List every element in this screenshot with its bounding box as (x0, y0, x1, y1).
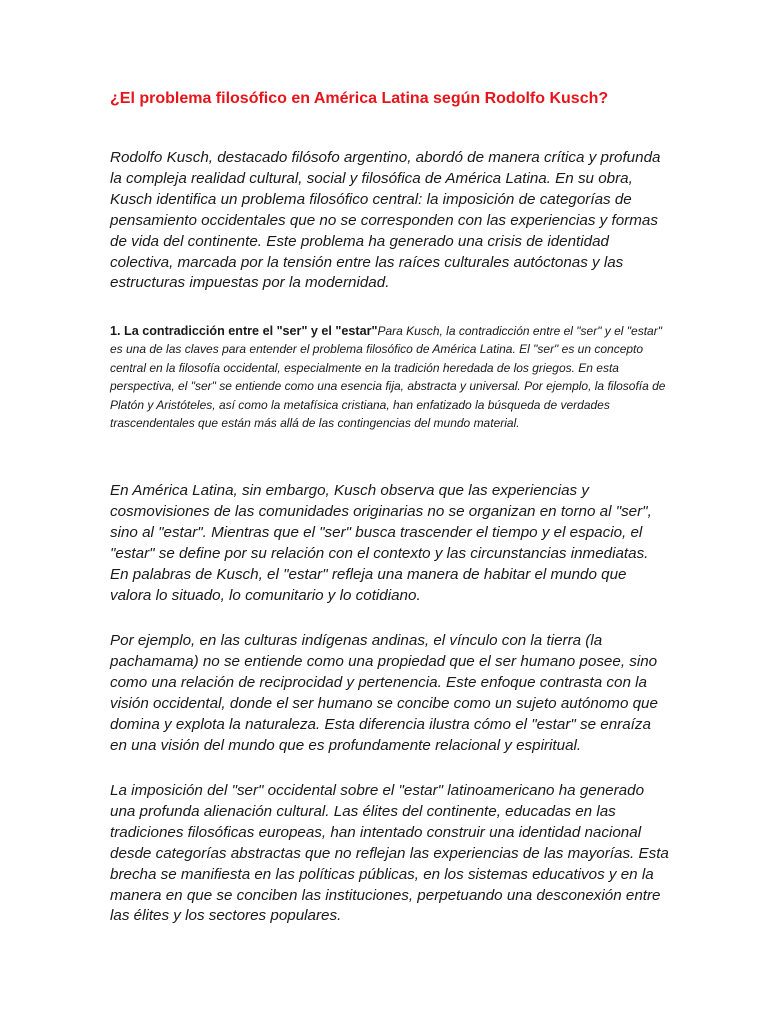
paragraph-estar: En América Latina, sin embargo, Kusch observa que las experiencias y cosmovisiones de las comunidades originarias no se organizan en torno al "ser", sino al "estar". Mientras que el "ser" busca trascender el tiempo y el espacio, el "estar" se define por su relación con el contexto y las circunstancias inmediatas. En palabras de Kusch, el "estar" refleja una manera de habitar el mundo que valora lo situado, lo comunitario y lo cotidiano. (110, 482, 652, 604)
section-1 (110, 322, 670, 432)
section-1-text: Para Kusch, la contradicción entre el "ser" y el "estar" es una de las claves para entender el problema filosófico de América Latina. El "ser" es un concepto central en la filosofía occidental, especialmente en la tradición heredada de los griegos. En esta perspectiva, el "ser" se entiende como una esencia fija, abstracta y universal. Por ejemplo, la filosofía de Platón y Aristóteles, así como la metafísica cristiana, han enfatizado la búsqueda de verdades trascendentales que están más allá de las contingencias del mundo material. (110, 324, 666, 431)
intro-paragraph: Rodolfo Kusch, destacado filósofo argentino, abordó de manera crítica y profunda la compleja realidad cultural, social y filosófica de América Latina. En su obra, Kusch identifica un problema filosófico central: la imposición de categorías de pensamiento occidentales que no se corresponden con las experiencias y formas de vida del continente. Este problema ha generado una crisis de identidad colectiva, marcada por la tensión entre las raíces culturales autóctonas y las estructuras impuestas por la modernidad. (110, 149, 661, 292)
paragraph-alienacion: La imposición del "ser" occidental sobre el "estar" latinoamericano ha generado una profunda alienación cultural. Las élites del continente, educadas en las tradiciones filosóficas europeas, han intentado construir una identidad nacional desde categorías abstractas que no reflejan las experiencias de las mayorías. Esta brecha se manifiesta en las políticas públicas, en los sistemas educativos y en la manera en que se conciben las instituciones, perpetuando una desconexión entre las élites y los sectores populares. (110, 782, 669, 925)
section-1-heading: 1. La contradicción entre el "ser" y el "estar" (110, 324, 378, 338)
document-title: ¿El problema filosófico en América Latina según Rodolfo Kusch? (110, 90, 609, 107)
paragraph-pachamama: Por ejemplo, en las culturas indígenas andinas, el vínculo con la tierra (la pachamama) no se entiende como una propiedad que el ser humano posee, sino como una relación de reciprocidad y pertenencia. Este enfoque contrasta con la visión occidental, donde el ser humano se concibe como un sujeto autónomo que domina y explota la naturaleza. Esta diferencia ilustra cómo el "estar" se enraíza en una visión del mundo que es profundamente relacional y espiritual. (110, 632, 658, 754)
